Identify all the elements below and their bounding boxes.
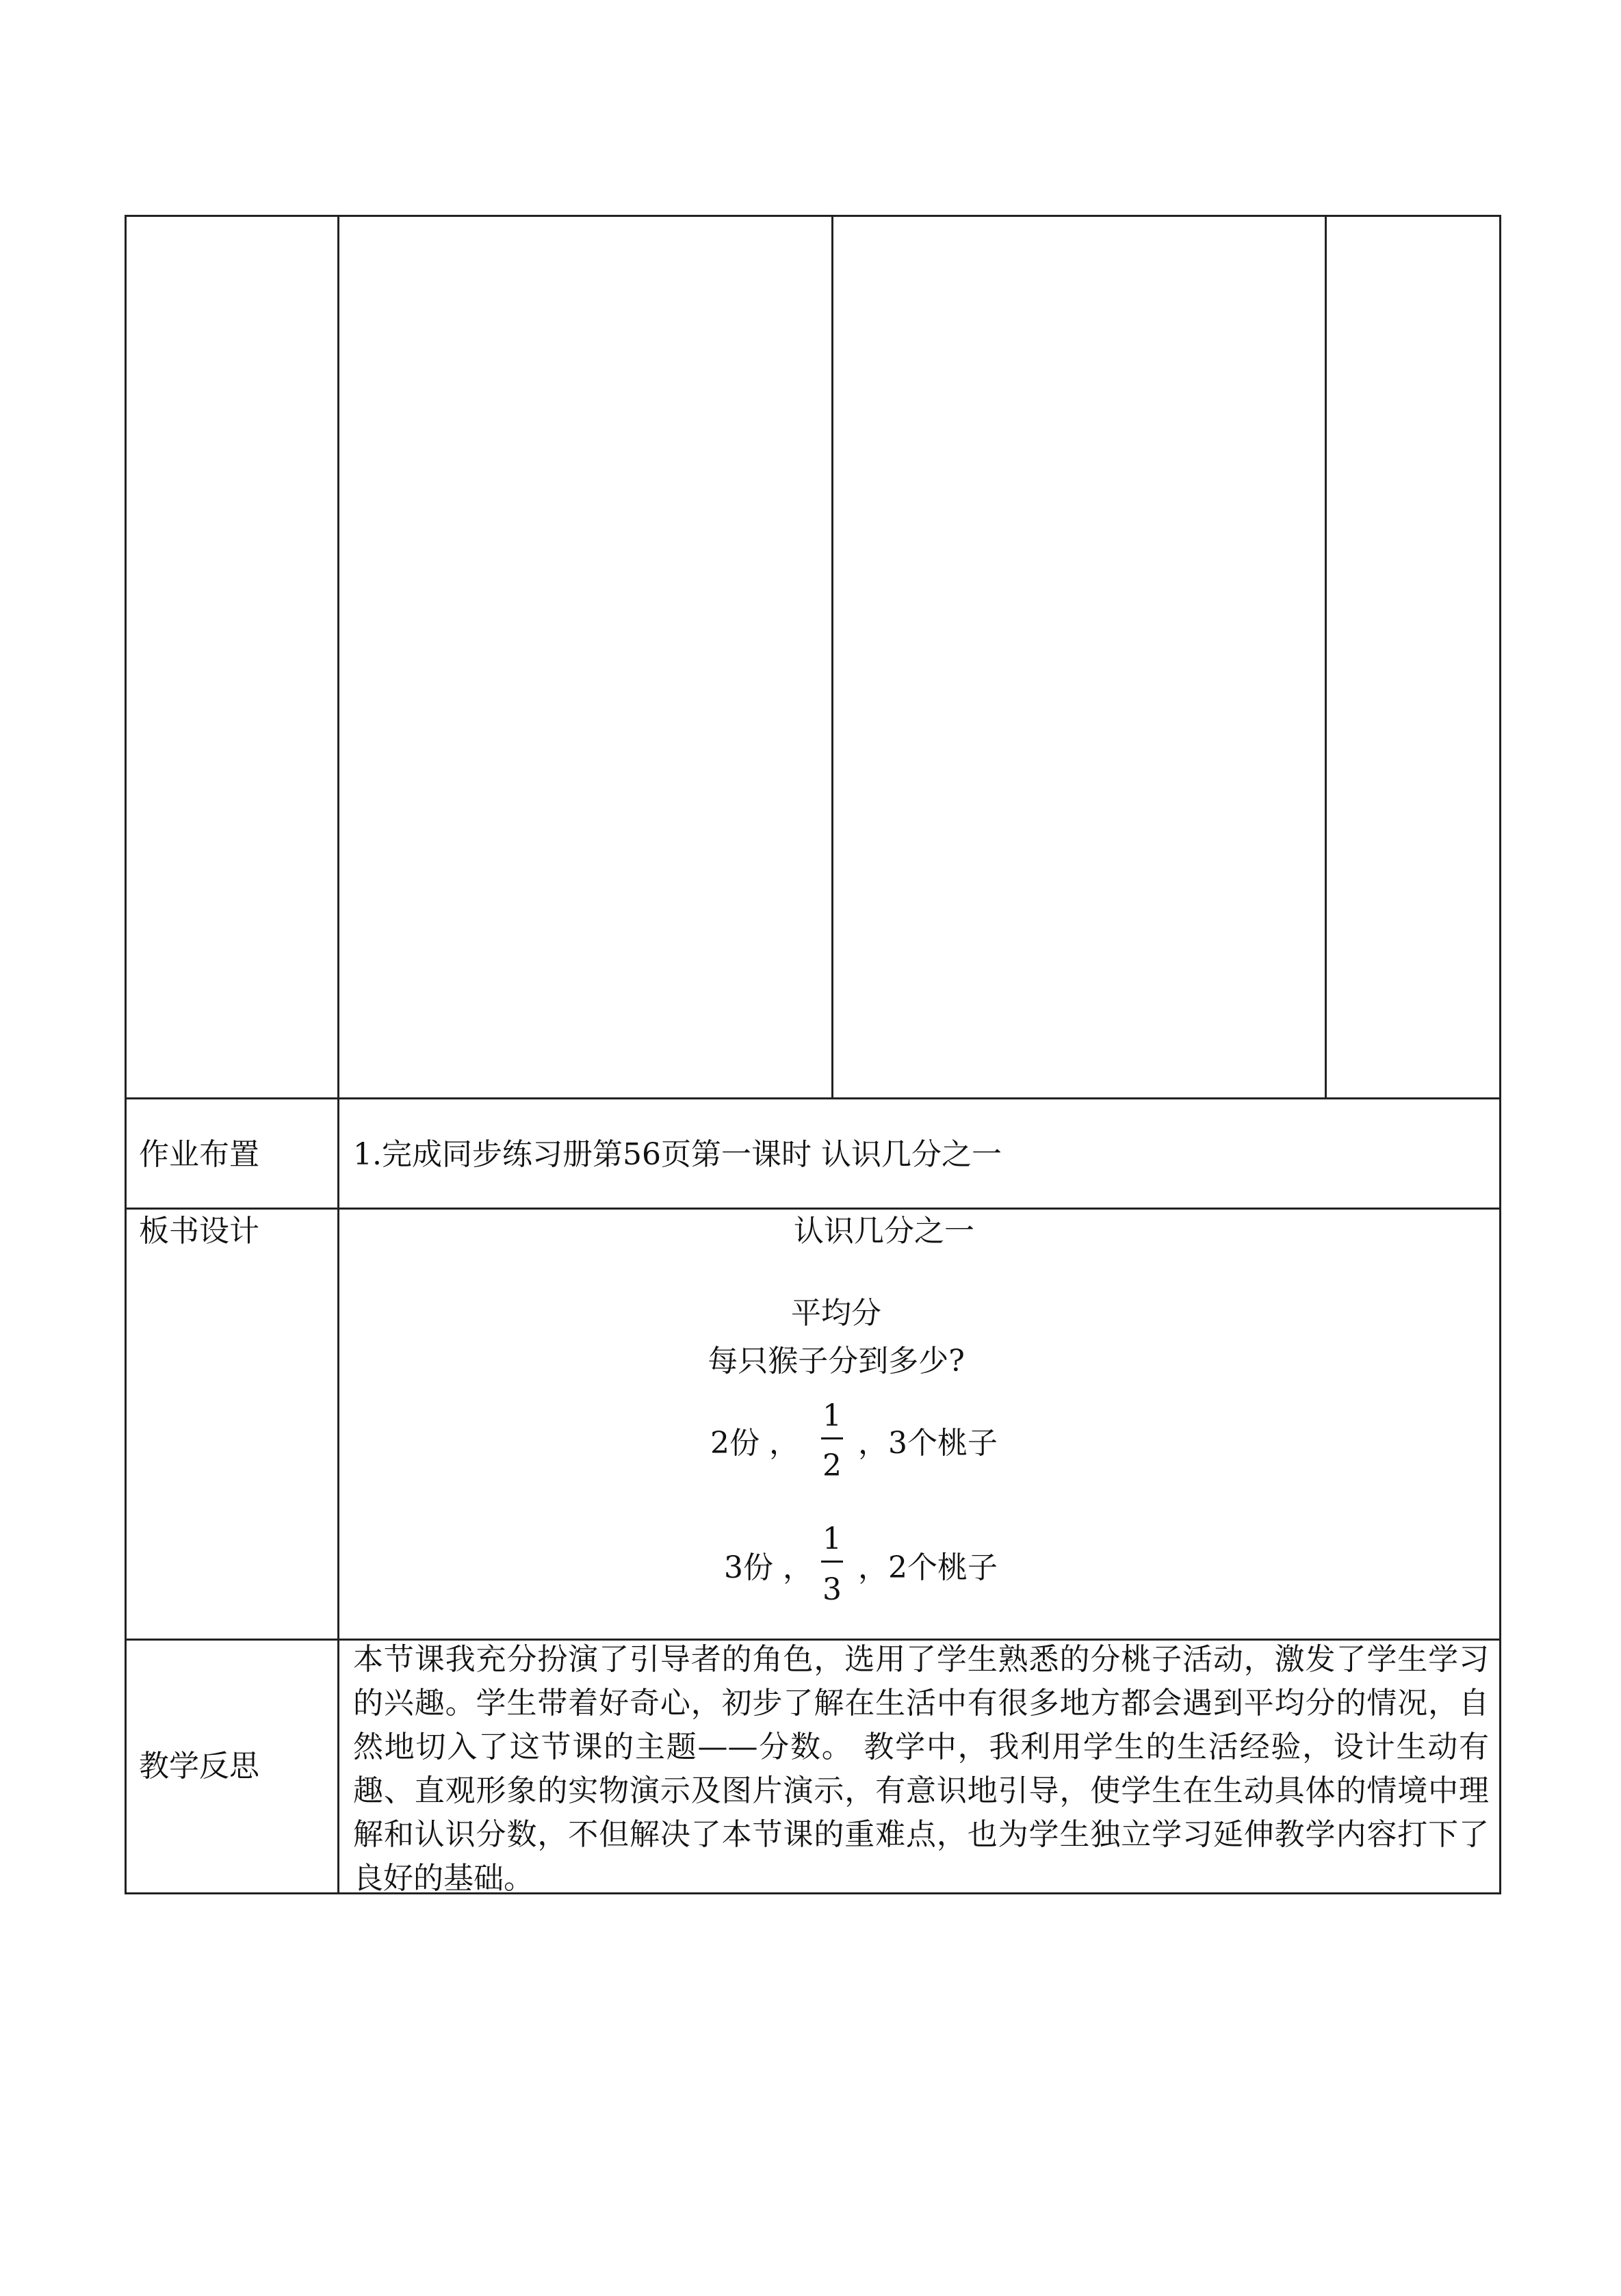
homework-text: 1.完成同步练习册第56页第一课时 认识几分之一 <box>353 1137 1002 1172</box>
board-row2-tail: ，2个桃子 <box>858 1550 998 1585</box>
fraction-1-numerator: 1 <box>822 1398 842 1433</box>
board-design-label: 板书设计 <box>139 1214 259 1249</box>
board-row2-lead: 3份 ， <box>724 1550 813 1585</box>
board-row1-tail: ，3个桃子 <box>858 1426 998 1461</box>
reflection-text <box>353 1638 1489 1901</box>
table-divider-col2 <box>831 215 833 1097</box>
table-divider-row1 <box>125 1097 1501 1099</box>
fraction-2-numerator: 1 <box>822 1522 842 1556</box>
table-divider-col1 <box>337 215 339 1894</box>
fraction-1-denominator: 2 <box>822 1448 842 1483</box>
fraction-2-denominator: 3 <box>822 1572 842 1607</box>
table-divider-row2 <box>125 1208 1501 1210</box>
homework-label: 作业布置 <box>139 1137 259 1172</box>
board-title: 认识几分之一 <box>794 1214 974 1249</box>
board-row1-lead: 2份 ， <box>710 1426 799 1461</box>
fraction-2-bar <box>821 1561 843 1563</box>
board-line-question: 每只猴子分到多少? <box>708 1344 965 1379</box>
table-divider-col3 <box>1325 215 1327 1097</box>
reflection-label: 教学反思 <box>139 1749 259 1784</box>
fraction-1-bar <box>821 1437 843 1439</box>
board-line-average: 平均分 <box>791 1296 881 1331</box>
reflection-paragraph: 本节课我充分扮演了引导者的角色，选用了学生熟悉的分桃子活动，激发了学生学习的兴趣。学生带着好奇心，初步了解在生活中有很多地方都会遇到平均分的情况，自然地切入了这节课的主题——分数。 教学中，我利用学生的生活经验，设计生动有趣、直观形象的实物演示及图片演示，有意识地引导，使学生在生动具体的情境中理解和认识分数，不但解决了本节课的重难点，也为学生独立学习延伸教学内容打下了良好的基础。 <box>353 1642 1489 1896</box>
